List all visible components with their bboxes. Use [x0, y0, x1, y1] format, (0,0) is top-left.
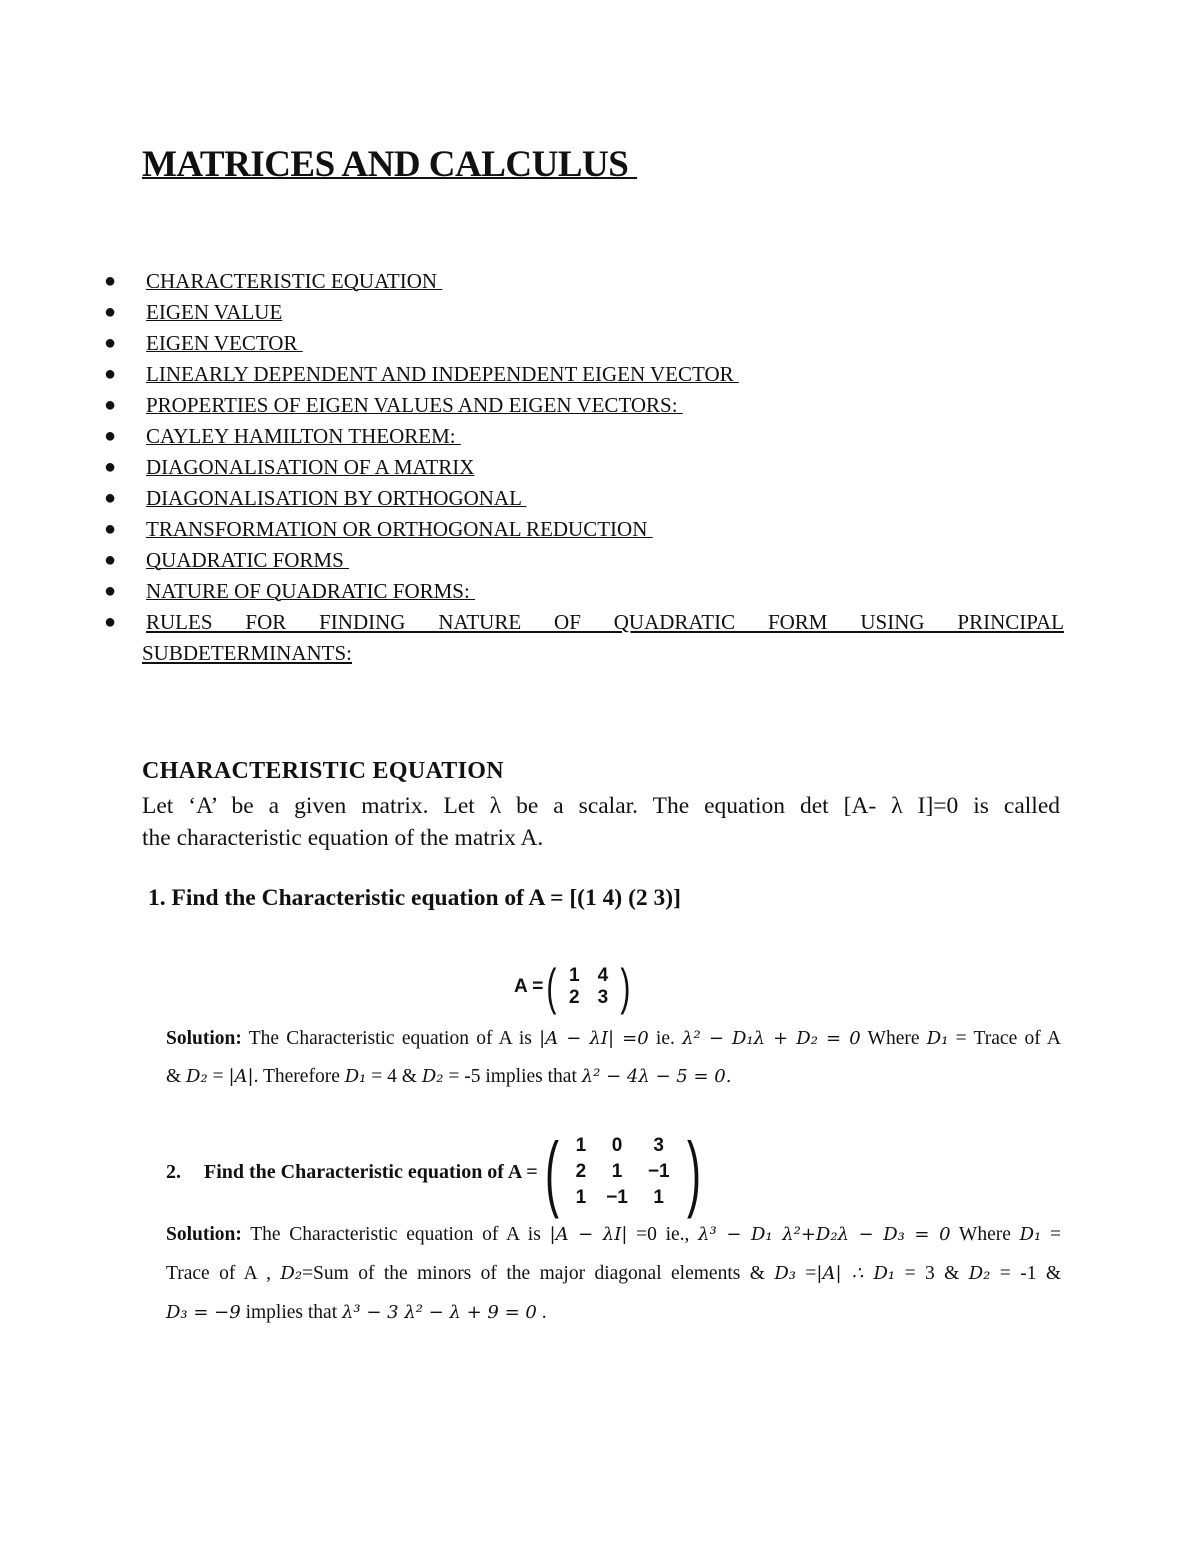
matrix-cell: 3 — [653, 1135, 664, 1156]
math-expression: D₁ — [1019, 1224, 1042, 1245]
solution-text: = — [795, 1263, 817, 1284]
matrix-cell: −1 — [606, 1187, 628, 1208]
section-heading: CHARACTERISTIC EQUATION — [142, 758, 504, 784]
solution-line — [166, 1254, 1061, 1293]
question-number: 2. — [166, 1160, 181, 1183]
bullet-icon: ● — [104, 363, 117, 385]
math-expression: D₃ = −9 — [166, 1302, 241, 1323]
left-paren-icon: ( — [546, 959, 557, 1015]
table-of-contents — [104, 266, 1064, 669]
solution-label: Solution: — [166, 1028, 242, 1049]
solution-text: =0 ie., — [627, 1224, 699, 1245]
bullet-icon: ● — [104, 301, 117, 323]
matrix-table — [566, 1133, 680, 1211]
math-expression: D₂ — [280, 1263, 303, 1284]
math-expression: D₂ — [968, 1263, 991, 1284]
math-expression: |A| ∴ D₁ — [816, 1263, 896, 1284]
bullet-icon: ● — [104, 518, 117, 540]
matrix-cell: 3 — [597, 987, 609, 1008]
left-paren-icon: ( — [544, 1125, 559, 1219]
solution-text: = — [207, 1066, 229, 1087]
matrix-cell: 2 — [575, 1161, 587, 1182]
solution-text: = — [1041, 1224, 1061, 1245]
bullet-icon: ● — [104, 394, 117, 416]
bullet-icon: ● — [104, 487, 117, 509]
solution-text: Where — [950, 1224, 1020, 1245]
bullet-icon: ● — [104, 425, 117, 447]
bullet-icon: ● — [104, 456, 117, 478]
math-expression: λ³ − 3 λ² − λ + 9 = 0 — [342, 1302, 537, 1323]
solution-label: Solution: — [166, 1224, 242, 1245]
solution-line — [166, 1066, 731, 1087]
list-item[interactable] — [104, 514, 1064, 545]
question-1: 1. Find the Characteristic equation of A = [(1 4) (2 3)] — [148, 885, 681, 911]
solution-text: = 4 & — [366, 1066, 422, 1087]
toc-link[interactable]: DIAGONALISATION OF A MATRIX — [146, 455, 475, 479]
matrix-cell: 2 — [569, 987, 580, 1008]
solution-text: = 3 & — [895, 1263, 969, 1284]
math-expression: |A| — [228, 1066, 254, 1087]
paragraph-line: the characteristic equation of the matrix A. — [142, 825, 544, 851]
toc-link-continuation[interactable]: SUBDETERMINANTS: — [142, 641, 353, 665]
toc-link[interactable]: DIAGONALISATION BY ORTHOGONAL — [146, 486, 527, 510]
matrix-cell: 1 — [575, 1187, 587, 1208]
toc-link[interactable]: RULES FOR FINDING NATURE OF QUADRATIC FORM USING PRINCIPAL — [146, 610, 1064, 634]
matrix-cell: −1 — [647, 1161, 670, 1182]
list-item[interactable] — [104, 607, 1064, 669]
question-2 — [166, 1125, 708, 1219]
toc-link[interactable]: NATURE OF QUADRATIC FORMS: — [146, 579, 476, 603]
math-expression: D₁ — [926, 1028, 949, 1049]
solution-line — [166, 1293, 1061, 1332]
bullet-icon: ● — [104, 580, 117, 602]
toc-link[interactable]: LINEARLY DEPENDENT AND INDEPENDENT EIGEN VECTOR — [146, 362, 739, 386]
matrix-cell: 4 — [597, 965, 609, 986]
toc-link[interactable]: CAYLEY HAMILTON THEOREM: — [146, 424, 461, 448]
list-item[interactable] — [104, 359, 1064, 390]
math-expression: |A − λI| — [549, 1224, 628, 1245]
matrix-a-2 — [538, 1125, 708, 1219]
list-item[interactable] — [104, 545, 1064, 576]
list-item[interactable] — [104, 452, 1064, 483]
math-expression: D₁ — [344, 1066, 367, 1087]
math-expression: λ² − 4λ − 5 = 0. — [581, 1066, 732, 1087]
solution-text: . — [536, 1302, 547, 1323]
toc-link[interactable]: PROPERTIES OF EIGEN VALUES AND EIGEN VECTORS: — [146, 393, 683, 417]
toc-link[interactable]: CHARACTERISTIC EQUATION — [146, 269, 443, 293]
matrix-label: A = — [514, 976, 544, 997]
list-item[interactable] — [104, 297, 1064, 328]
right-paren-icon: ) — [686, 1125, 701, 1219]
solution-text: Where — [860, 1028, 927, 1049]
list-item[interactable] — [104, 483, 1064, 514]
toc-link[interactable]: QUADRATIC FORMS — [146, 548, 350, 572]
math-expression: |A − λI| =0 — [539, 1028, 649, 1049]
matrix-cell: 1 — [569, 965, 580, 986]
math-expression: λ² − D₁λ + D₂ = 0 — [682, 1028, 861, 1049]
math-expression: λ³ − D₁ λ²+D₂λ − D₃ = 0 — [698, 1224, 951, 1245]
list-item[interactable] — [104, 390, 1064, 421]
list-item[interactable] — [104, 328, 1064, 359]
matrix-cell: 1 — [611, 1161, 623, 1182]
math-expression: D₂ — [186, 1066, 208, 1087]
solution-line — [166, 1020, 1061, 1058]
matrix-cell: 1 — [575, 1135, 587, 1156]
bullet-icon: ● — [104, 270, 117, 292]
matrix-a-1 — [514, 959, 634, 1015]
bullet-icon: ● — [104, 549, 117, 571]
solution-line — [166, 1215, 1061, 1254]
solution-text: = Trace of A — [948, 1028, 1061, 1049]
math-expression: D₂ — [421, 1066, 444, 1087]
paragraph-line: Let ‘A’ be a given matrix. Let λ be a scalar. The equation det [A- λ I]=0 is called — [142, 793, 1060, 819]
math-expression: D₃ — [774, 1263, 796, 1284]
solution-text: . Therefore — [253, 1066, 345, 1087]
solution-text: ie. — [648, 1028, 683, 1049]
solution-text: implies that — [240, 1302, 342, 1323]
solution-text: & — [166, 1066, 187, 1087]
solution-2 — [166, 1215, 1061, 1332]
list-item[interactable] — [104, 576, 1064, 607]
solution-text: Trace of A , — [166, 1263, 281, 1284]
bullet-icon: ● — [104, 611, 117, 633]
solution-text: = -5 implies that — [443, 1066, 582, 1087]
solution-1 — [166, 1020, 1061, 1096]
solution-text: = -1 & — [990, 1263, 1062, 1284]
toc-link[interactable]: TRANSFORMATION OR ORTHOGONAL REDUCTION — [146, 517, 653, 541]
solution-text: =Sum of the minors of the major diagonal elements & — [302, 1263, 775, 1284]
matrix-table — [560, 965, 617, 1009]
right-paren-icon: ) — [620, 959, 631, 1015]
definition-paragraph — [142, 790, 1060, 854]
matrix-cell: 0 — [611, 1135, 623, 1156]
toc-link[interactable]: EIGEN VECTOR — [146, 331, 303, 355]
solution-text: The Characteristic equation of A is — [241, 1028, 540, 1049]
question-text: Find the Characteristic equation of A = — [204, 1160, 538, 1183]
solution-text: The Characteristic equation of A is — [241, 1224, 550, 1245]
bullet-icon: ● — [104, 332, 117, 354]
page-title: MATRICES AND CALCULUS — [142, 144, 638, 185]
toc-link[interactable]: EIGEN VALUE — [146, 300, 283, 324]
matrix-cell: 1 — [653, 1187, 664, 1208]
list-item[interactable] — [104, 266, 1064, 297]
list-item[interactable] — [104, 421, 1064, 452]
